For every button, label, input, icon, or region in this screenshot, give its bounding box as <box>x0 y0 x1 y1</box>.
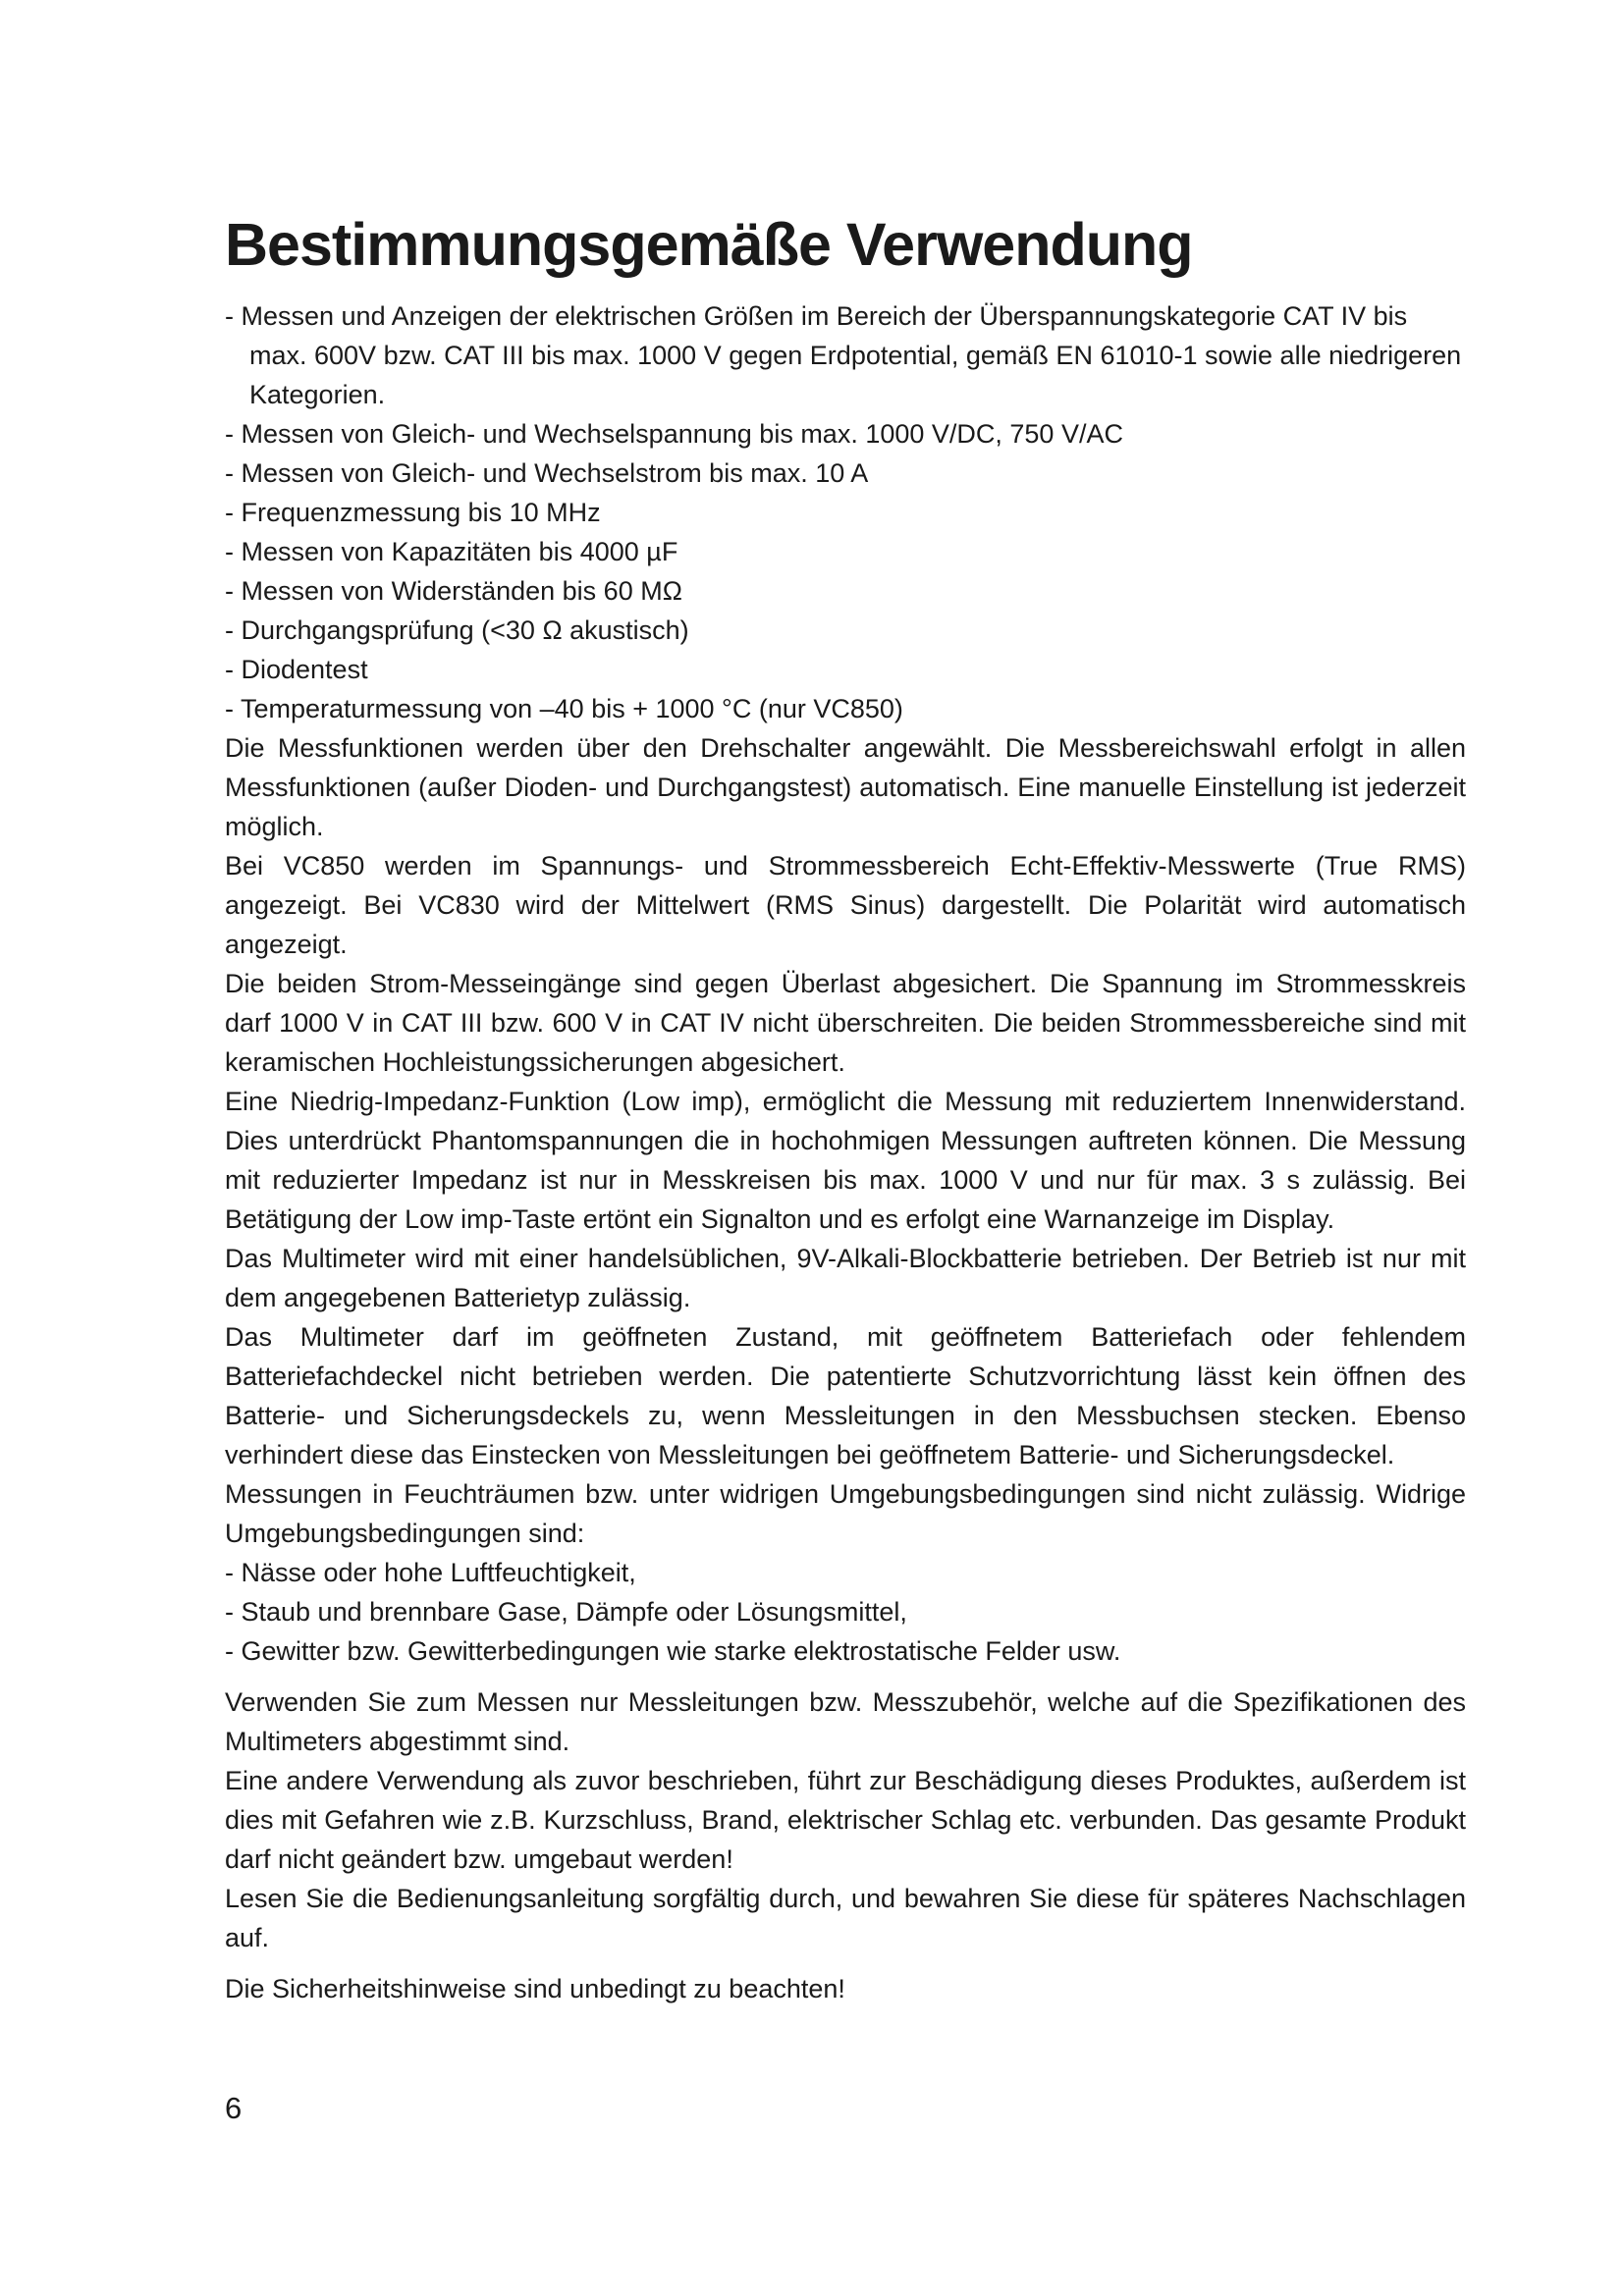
page-number: 6 <box>225 2091 243 2125</box>
paragraph: Eine andere Verwendung als zuvor beschrieben, führt zur Beschädigung dieses Produktes, außerdem ist dies mit Gefahren wie z.B. Kurzschluss, Brand, elektrischer Schlag etc. verbunden. Das gesamte Produkt darf nicht geändert bzw. umgebaut werden! <box>225 1766 1466 1874</box>
paragraph: Lesen Sie die Bedienungsanleitung sorgfältig durch, und bewahren Sie diese für späteres Nachschlagen auf. <box>225 1884 1466 1952</box>
paragraph: Das Multimeter wird mit einer handelsüblichen, 9V-Alkali-Blockbatterie betrieben. Der Betrieb ist nur mit dem angegebenen Batterietyp zulässig. <box>225 1244 1466 1312</box>
list-item: - Messen von Gleich- und Wechselspannung bis max. 1000 V/DC, 750 V/AC <box>225 419 1123 449</box>
list-item: - Gewitter bzw. Gewitterbedingungen wie starke elektrostatische Felder usw. <box>225 1636 1121 1666</box>
list-item: - Messen von Kapazitäten bis 4000 µF <box>225 537 678 566</box>
paragraph: Das Multimeter darf im geöffneten Zustand, mit geöffnetem Batteriefach oder fehlendem Batteriefachdeckel nicht betrieben werden. Die patentierte Schutzvorrichtung lässt kein öffnen des Batterie- und Sicherungsdeckels zu, wenn Messleitungen in den Messbuchsen stecken. Ebenso verhindert diese das Einstecken von Messleitungen bei geöffnetem Batterie- und Sicherungsdeckel. <box>225 1322 1466 1469</box>
closing-note: Die Sicherheitshinweise sind unbedingt zu beachten! <box>225 1974 845 2003</box>
page-title: Bestimmungsgemäße Verwendung <box>225 211 1193 278</box>
page-content <box>225 206 1466 2008</box>
paragraph: Die beiden Strom-Messeingänge sind gegen Überlast abgesichert. Die Spannung im Strommesskreis darf 1000 V in CAT III bzw. 600 V in CAT IV nicht überschreiten. Die beiden Strommessbereiche sind mit keramischen Hochleistungssicherungen abgesichert. <box>225 969 1466 1077</box>
paragraph: Die Messfunktionen werden über den Drehschalter angewählt. Die Messbereichswahl erfolgt in allen Messfunktionen (außer Dioden- und Durchgangstest) automatisch. Eine manuelle Einstellung ist jederzeit möglich. <box>225 733 1466 841</box>
list-item: - Nässe oder hohe Luftfeuchtigkeit, <box>225 1558 636 1587</box>
list-item: - Temperaturmessung von –40 bis + 1000 °C (nur VC850) <box>225 694 903 723</box>
body-text <box>225 296 1466 2008</box>
list-item: - Staub und brennbare Gase, Dämpfe oder Lösungsmittel, <box>225 1597 907 1627</box>
paragraph: Eine Niedrig-Impedanz-Funktion (Low imp), ermöglicht die Messung mit reduziertem Innenwiderstand. Dies unterdrückt Phantomspannungen die in hochohmigen Messungen auftreten können. Die Messung mit reduzierter Impedanz ist nur in Messkreisen bis max. 1000 V und nur für max. 3 s zulässig. Bei Betätigung der Low imp-Taste ertönt ein Signalton und es erfolgt eine Warnanzeige im Display. <box>225 1087 1466 1234</box>
paragraph: Bei VC850 werden im Spannungs- und Strommessbereich Echt-Effektiv-Messwerte (True RMS) angezeigt. Bei VC830 wird der Mittelwert (RMS Sinus) dargestellt. Die Polarität wird automatisch angezeigt. <box>225 851 1466 959</box>
paragraph: Messungen in Feuchträumen bzw. unter widrigen Umgebungsbedingungen sind nicht zulässig. Widrige Umgebungsbedingungen sind: <box>225 1479 1466 1548</box>
list-item: - Messen von Gleich- und Wechselstrom bis max. 10 A <box>225 458 869 488</box>
list-item: - Messen und Anzeigen der elektrischen Größen im Bereich der Überspannungskategorie CAT IV bis max. 600V bzw. CAT III bis max. 1000 V gegen Erdpotential, gemäß EN 61010-1 sowie alle niedrigeren Kategorien. <box>225 301 1462 409</box>
paragraph: Verwenden Sie zum Messen nur Messleitungen bzw. Messzubehör, welche auf die Spezifikationen des Multimeters abgestimmt sind. <box>225 1687 1466 1756</box>
list-item: - Messen von Widerständen bis 60 MΩ <box>225 576 682 606</box>
list-item: - Durchgangsprüfung (<30 Ω akustisch) <box>225 615 689 645</box>
list-item: - Frequenzmessung bis 10 MHz <box>225 498 601 527</box>
list-item: - Diodentest <box>225 655 368 684</box>
